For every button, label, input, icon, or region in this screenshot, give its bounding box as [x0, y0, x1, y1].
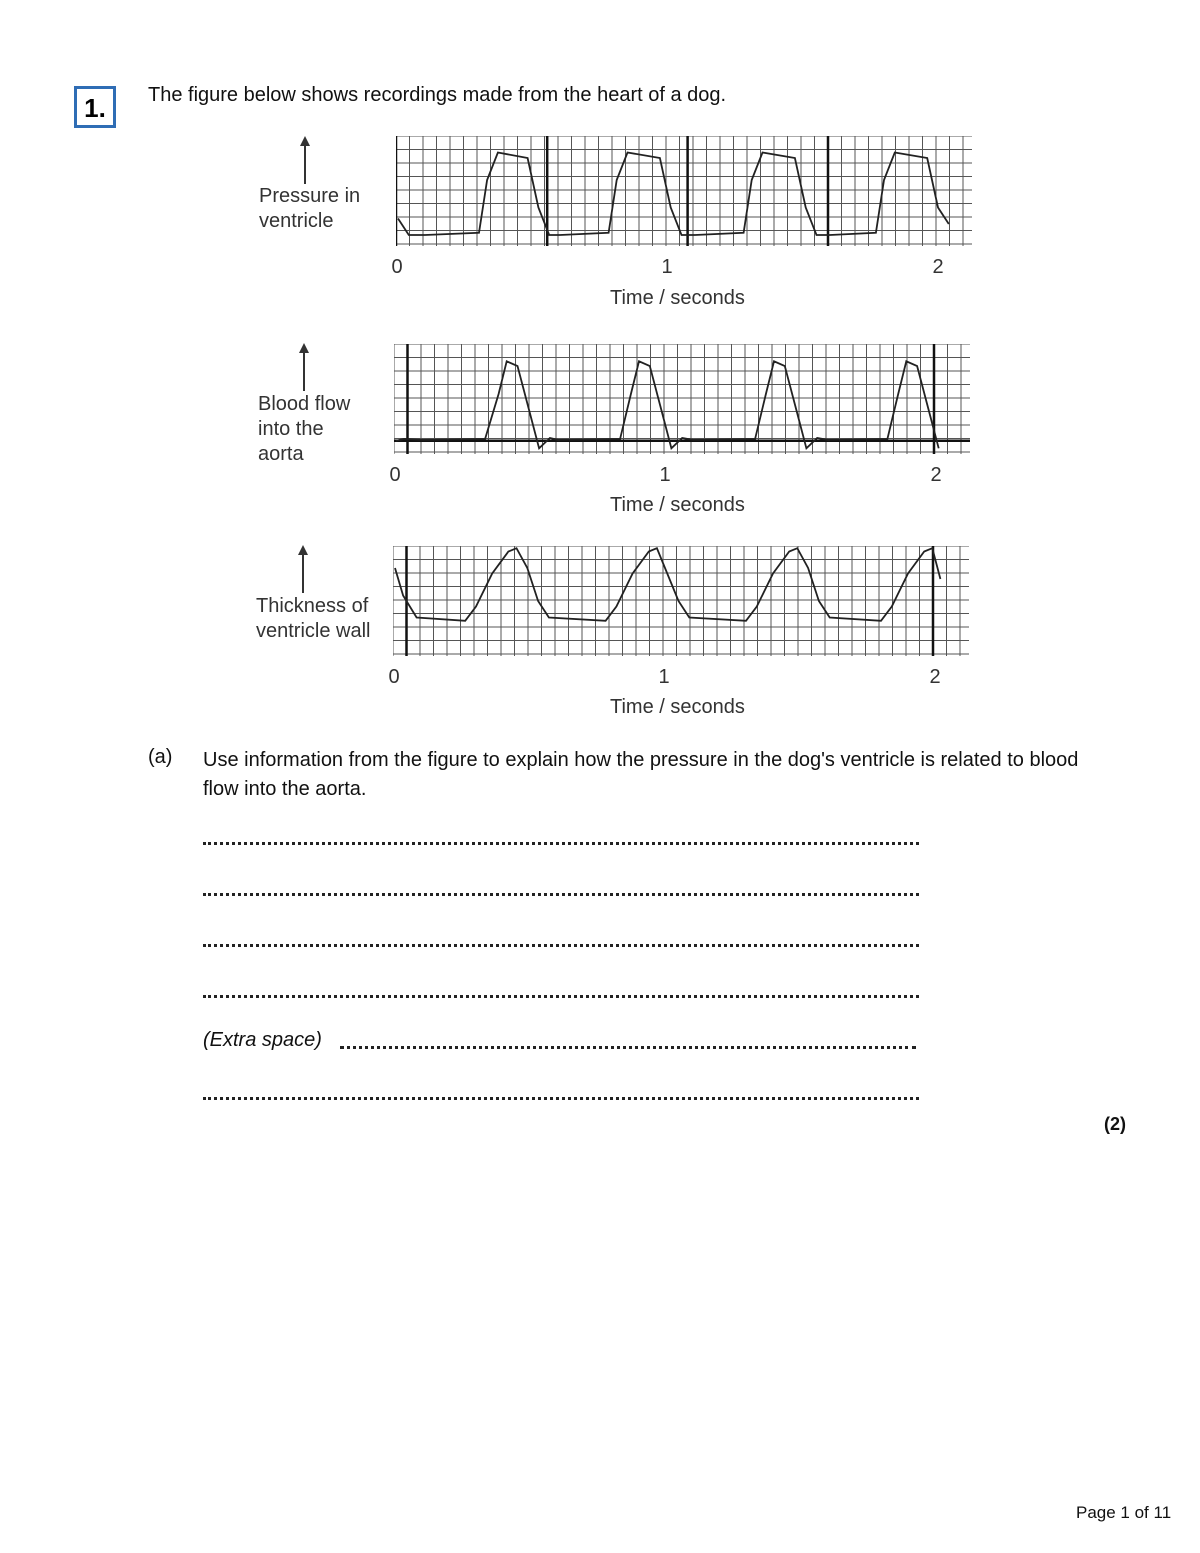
part-a-question: Use information from the figure to explain how the pressure in the dog's ventricle is related to blood flow into the aorta.: [203, 749, 1079, 800]
question-number: 1.: [74, 86, 116, 128]
chart-blood-flow-into-aorta: [394, 344, 970, 454]
answer-line[interactable]: [203, 995, 919, 998]
chart-1-ylabel: [259, 184, 360, 234]
grid: [396, 136, 972, 246]
arrow-up-icon: [295, 343, 313, 393]
page-number: Page 1 of 11: [1076, 1503, 1172, 1522]
x-tick-label: 2: [930, 464, 942, 486]
x-tick-label: 0: [388, 666, 400, 688]
x-tick-label: 2: [932, 256, 944, 278]
chart-pressure-in-ventricle: [396, 136, 972, 246]
answer-line[interactable]: [203, 842, 919, 845]
chart-2-ylabel: [258, 392, 350, 467]
ylabel-line: Pressure in: [259, 185, 361, 207]
part-a-label: (a): [148, 746, 173, 768]
ylabel-line: Thickness of: [256, 595, 369, 617]
chart-2-xlabel: Time / seconds: [610, 494, 745, 516]
ylabel-line: Blood flow: [258, 393, 351, 415]
x-tick-label: 0: [391, 256, 403, 278]
answer-line[interactable]: [203, 1097, 919, 1100]
answer-line[interactable]: [203, 893, 919, 896]
question-intro: The figure below shows recordings made from the heart of a dog.: [148, 84, 727, 106]
x-tick-label: 2: [929, 666, 941, 688]
chart-1-xlabel: Time / seconds: [610, 287, 745, 309]
chart-3-ylabel: [256, 594, 370, 644]
x-tick-label: 1: [659, 464, 671, 486]
ylabel-line: into the: [258, 418, 324, 440]
ylabel-line: aorta: [258, 443, 304, 465]
x-tick-label: 1: [658, 666, 670, 688]
extra-space-label: (Extra space): [203, 1029, 322, 1051]
chart-3-xlabel: Time / seconds: [610, 696, 745, 718]
ylabel-line: ventricle wall: [256, 620, 371, 642]
arrow-up-icon: [296, 136, 314, 186]
marks-available: (2): [1104, 1114, 1126, 1134]
ylabel-line: ventricle: [259, 210, 334, 232]
x-tick-label: 1: [661, 256, 673, 278]
answer-line[interactable]: [203, 944, 919, 947]
arrow-up-icon: [294, 545, 312, 595]
x-tick-label: 0: [389, 464, 401, 486]
chart-thickness-of-ventricle-wall: [393, 546, 969, 656]
answer-line[interactable]: [340, 1046, 916, 1049]
series-line: [396, 361, 939, 448]
series-line: [398, 153, 949, 236]
